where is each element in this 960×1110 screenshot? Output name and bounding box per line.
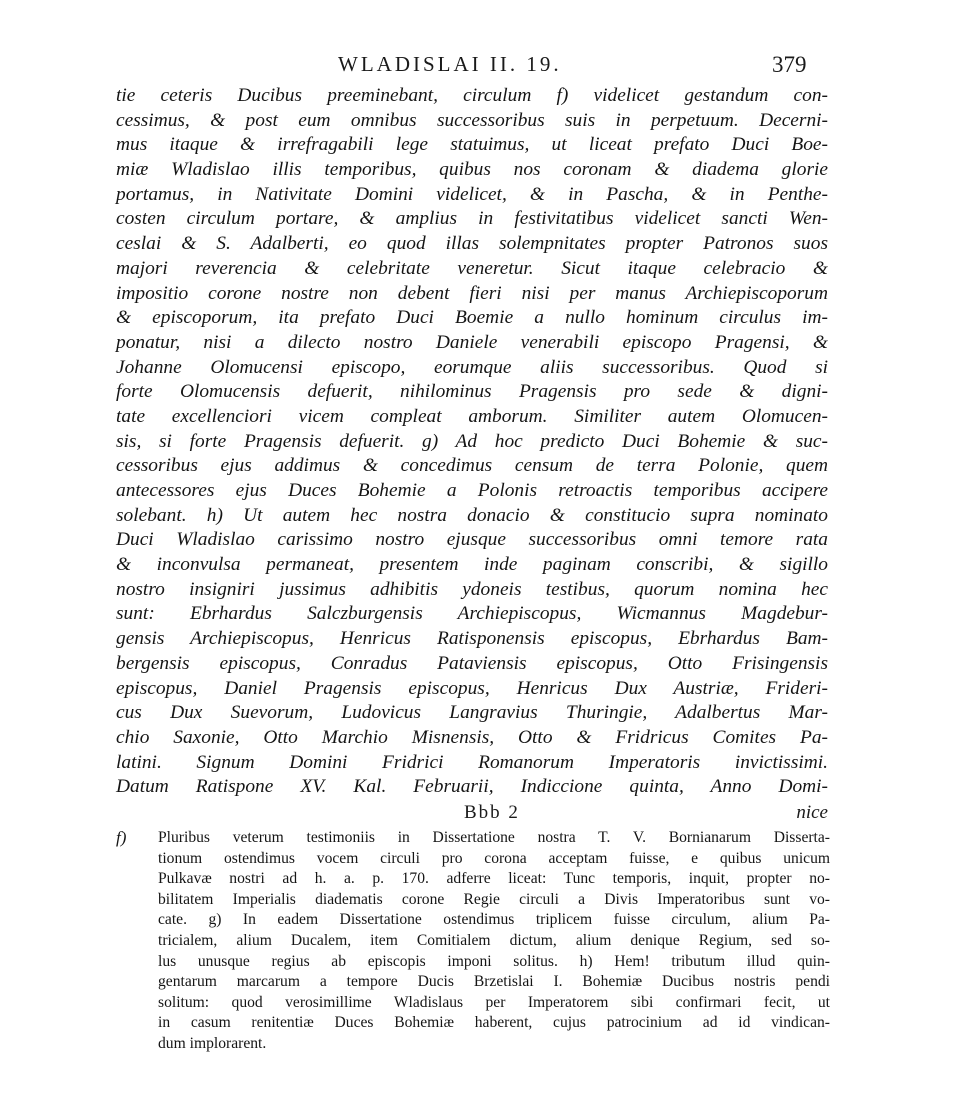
- text-line: miæ Wladislao illis temporibus, quibus nos coronam & diadema glorie: [116, 159, 828, 181]
- text-line: Johanne Olomucensi episcopo, eorumque aliis successoribus. Quod si: [116, 356, 828, 378]
- text-line: mus itaque & irrefragabili lege statuimus, ut liceat prefato Duci Boe-: [116, 134, 828, 156]
- footnote-line: cate. g) In eadem Dissertatione ostendimus triplicem fuisse circulum, alium Pa-: [158, 911, 830, 929]
- main-text-block: [116, 84, 828, 800]
- text-line: sis, si forte Pragensis defuerit. g) Ad hoc predicto Duci Bohemie & suc-: [116, 430, 828, 452]
- text-line: forte Olomucensis defuerit, nihilominus Pragensis pro sede & digni-: [116, 381, 828, 403]
- footnote-line: gentarum marcarum a tempore Ducis Brzetislai I. Bohemiæ Ducibus nostris pendi: [158, 973, 830, 991]
- text-line: cessoribus ejus addimus & concedimus censum de terra Polonie, quem: [116, 455, 828, 477]
- text-line: Datum Ratispone XV. Kal. Februarii, Indiccione quinta, Anno Domi-: [116, 776, 828, 798]
- text-line: gensis Archiepiscopus, Henricus Ratisponensis episcopus, Ebrhardus Bam-: [116, 628, 828, 650]
- text-line: costen circulum portare, & amplius in festivitatibus videlicet sancti Wen-: [116, 208, 828, 230]
- text-line: ponatur, nisi a dilecto nostro Daniele venerabili episcopo Pragensi, &: [116, 331, 828, 353]
- text-line: antecessores ejus Duces Bohemie a Polonis retroactis temporibus accipere: [116, 480, 828, 501]
- page-number: 379: [772, 52, 807, 77]
- text-line: chio Saxonie, Otto Marchio Misnensis, Otto & Fridricus Comites Pa-: [116, 726, 828, 748]
- text-line: cessimus, & post eum omnibus successoribus suis in perpetuum. Decerni-: [116, 109, 828, 131]
- footnote-line: tionum ostendimus vocem circuli pro corona acceptam fuisse, e quibus unicum: [158, 849, 830, 867]
- text-line: bergensis episcopus, Conradus Pataviensis episcopus, Otto Frisingensis: [116, 652, 828, 674]
- text-line: tate excellenciori vicem compleat amborum. Similiter autem Olomucen-: [116, 405, 828, 427]
- text-line: cus Dux Suevorum, Ludovicus Langravius Thuringie, Adalbertus Mar-: [116, 702, 828, 724]
- footnote-line: lus unusque regius ab episcopis imponi solitus. h) Hem! tributum illud quin-: [158, 952, 830, 970]
- text-line: Duci Wladislao carissimo nostro ejusque successoribus omni temore rata: [116, 529, 828, 551]
- footnote-line: tricialem, alium Ducalem, item Comitialem dictum, alium denique Regium, sed so-: [158, 931, 830, 949]
- text-line: portamus, in Nativitate Domini videlicet, & in Pascha, & in Penthe-: [116, 183, 828, 205]
- footnotes-block: [118, 828, 830, 1055]
- signature-mark: Bbb 2: [464, 802, 520, 823]
- footnote-line: in casum renitentiæ Duces Bohemiæ haberent, cujus patrocinium ad id vindican-: [158, 1014, 830, 1032]
- running-title: WLADISLAI II. 19.: [338, 52, 562, 76]
- text-line: majori reverencia & celebritate veneretur. Sicut itaque celebracio &: [116, 257, 828, 279]
- footnote-line: Pulkavæ nostri ad h. a. p. 170. adferre liceat: Tunc temporis, inquit, propter no-: [158, 870, 830, 888]
- footnote-line: dum implorarent.: [158, 1034, 267, 1052]
- text-line: & episcoporum, ita prefato Duci Boemie a nullo hominum circulus im-: [116, 307, 828, 329]
- footnote-line: solitum: quod verosimillime Wladislaus per Imperatorem sibi confirmari fecit, ut: [158, 993, 830, 1011]
- footnote-line: Pluribus veterum testimoniis in Dissertatione nostra T. V. Bornianarum Disserta-: [158, 829, 830, 846]
- text-line: sunt: Ebrhardus Salczburgensis Archiepiscopus, Wicmannus Magdebur-: [116, 603, 828, 625]
- text-line: nostro insigniri jussimus adhibitis ydoneis testibus, quorum nomina hec: [116, 578, 828, 600]
- text-line: tie ceteris Ducibus preeminebant, circulum f) videlicet gestandum con-: [116, 85, 828, 106]
- text-line: latini. Signum Domini Fridrici Romanorum Imperatoris invictissimi.: [116, 751, 828, 773]
- text-line: ceslai & S. Adalberti, eo quod illas solempnitates propter Patronos suos: [116, 233, 828, 255]
- text-line: & inconvulsa permaneat, presentem inde paginam conscribi, & sigillo: [116, 554, 828, 576]
- text-line: episcopus, Daniel Pragensis episcopus, Henricus Dux Austriæ, Frideri-: [116, 677, 828, 699]
- text-line: impositio corone nostre non debent fieri nisi per manus Archiepiscoporum: [116, 282, 828, 304]
- footnote-marker: f): [116, 828, 127, 847]
- catchword: nice: [796, 802, 828, 823]
- footnote-line: bilitatem Imperialis diadematis corone Regie circuli a Divis Imperatoribus sunt vo-: [158, 890, 830, 908]
- text-line: solebant. h) Ut autem hec nostra donacio & constitucio supra nominato: [116, 504, 828, 526]
